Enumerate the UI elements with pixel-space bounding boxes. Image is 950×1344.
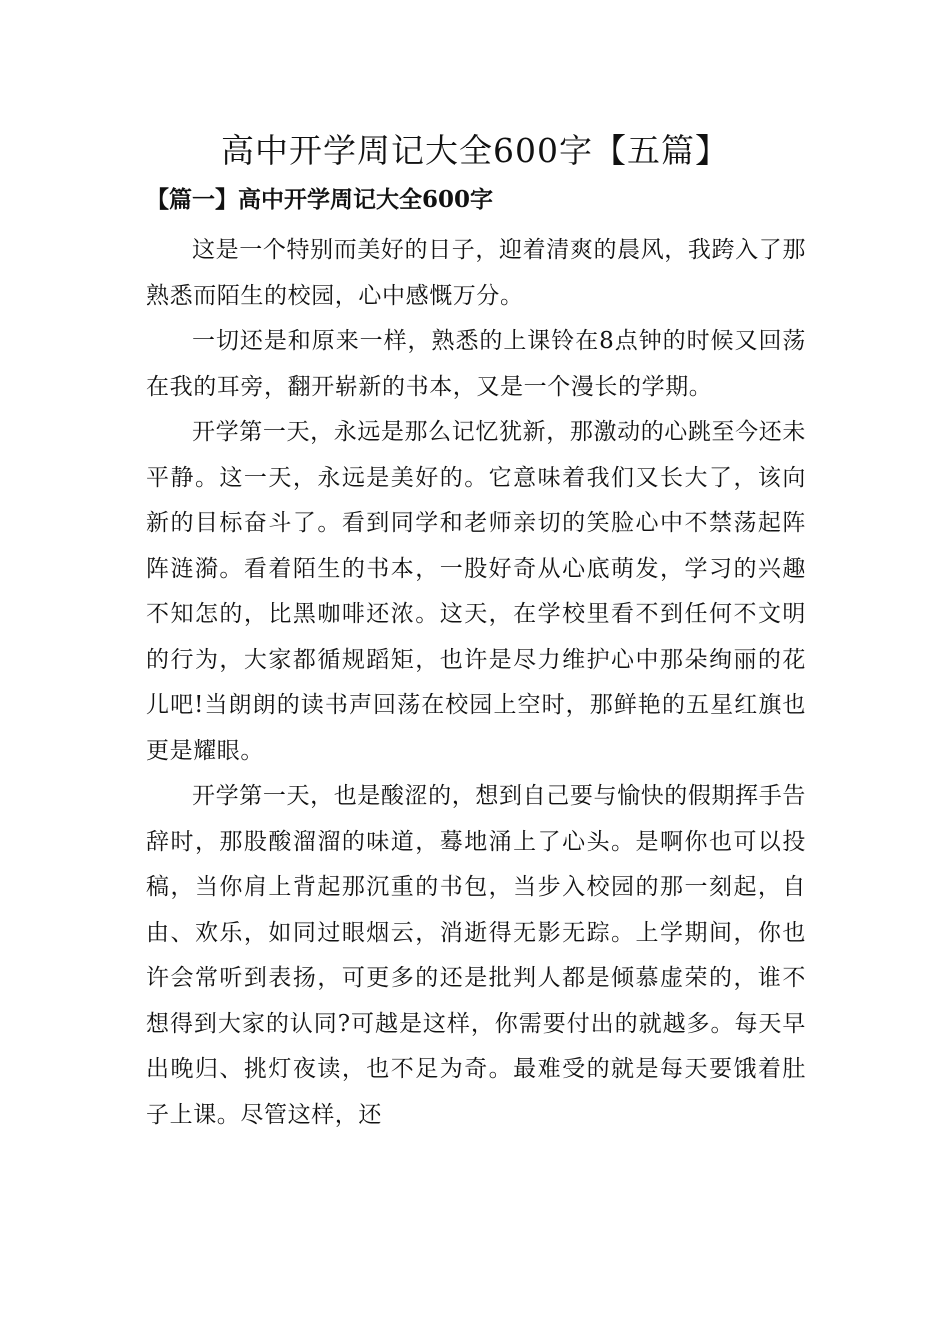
document-title: 高中开学周记大全600字【五篇】 <box>221 131 729 170</box>
article-body <box>146 228 806 1138</box>
section-heading: 【篇一】高中开学周记大全600字 <box>146 186 494 213</box>
paragraph-4: 开学第一天，也是酸涩的，想到自己要与愉快的假期挥手告辞时，那股酸溜溜的味道，蓦地涌上了心头。是啊你也可以投稿，当你肩上背起那沉重的书包，当步入校园的那一刻起，自由、欢乐，如同过眼烟云，消逝得无影无踪。上学期间，你也许会常听到表扬，可更多的还是批判人都是倾慕虚荣的，谁不想得到大家的认同?可越是这样，你需要付出的就越多。每天早出晚归、挑灯夜读，也不足为奇。最难受的就是每天要饿着肚子上课。尽管这样，还 <box>146 783 806 1128</box>
paragraph-2: 一切还是和原来一样，熟悉的上课铃在8点钟的时候又回荡在我的耳旁，翻开崭新的书本，又是一个漫长的学期。 <box>146 328 806 400</box>
paragraph-3: 开学第一天，永远是那么记忆犹新，那激动的心跳至今还未平静。这一天，永远是美好的。它意味着我们又长大了，该向新的目标奋斗了。看到同学和老师亲切的笑脸心中不禁荡起阵阵涟漪。看着陌生的书本，一股好奇从心底萌发，学习的兴趣不知怎的，比黑咖啡还浓。这天，在学校里看不到任何不文明的行为，大家都循规蹈矩，也许是尽力维护心中那朵绚丽的花儿吧!当朗朗的读书声回荡在校园上空时，那鲜艳的五星红旗也更是耀眼。 <box>146 419 806 764</box>
paragraph-1: 这是一个特别而美好的日子，迎着清爽的晨风，我跨入了那熟悉而陌生的校园，心中感慨万分。 <box>146 237 806 309</box>
